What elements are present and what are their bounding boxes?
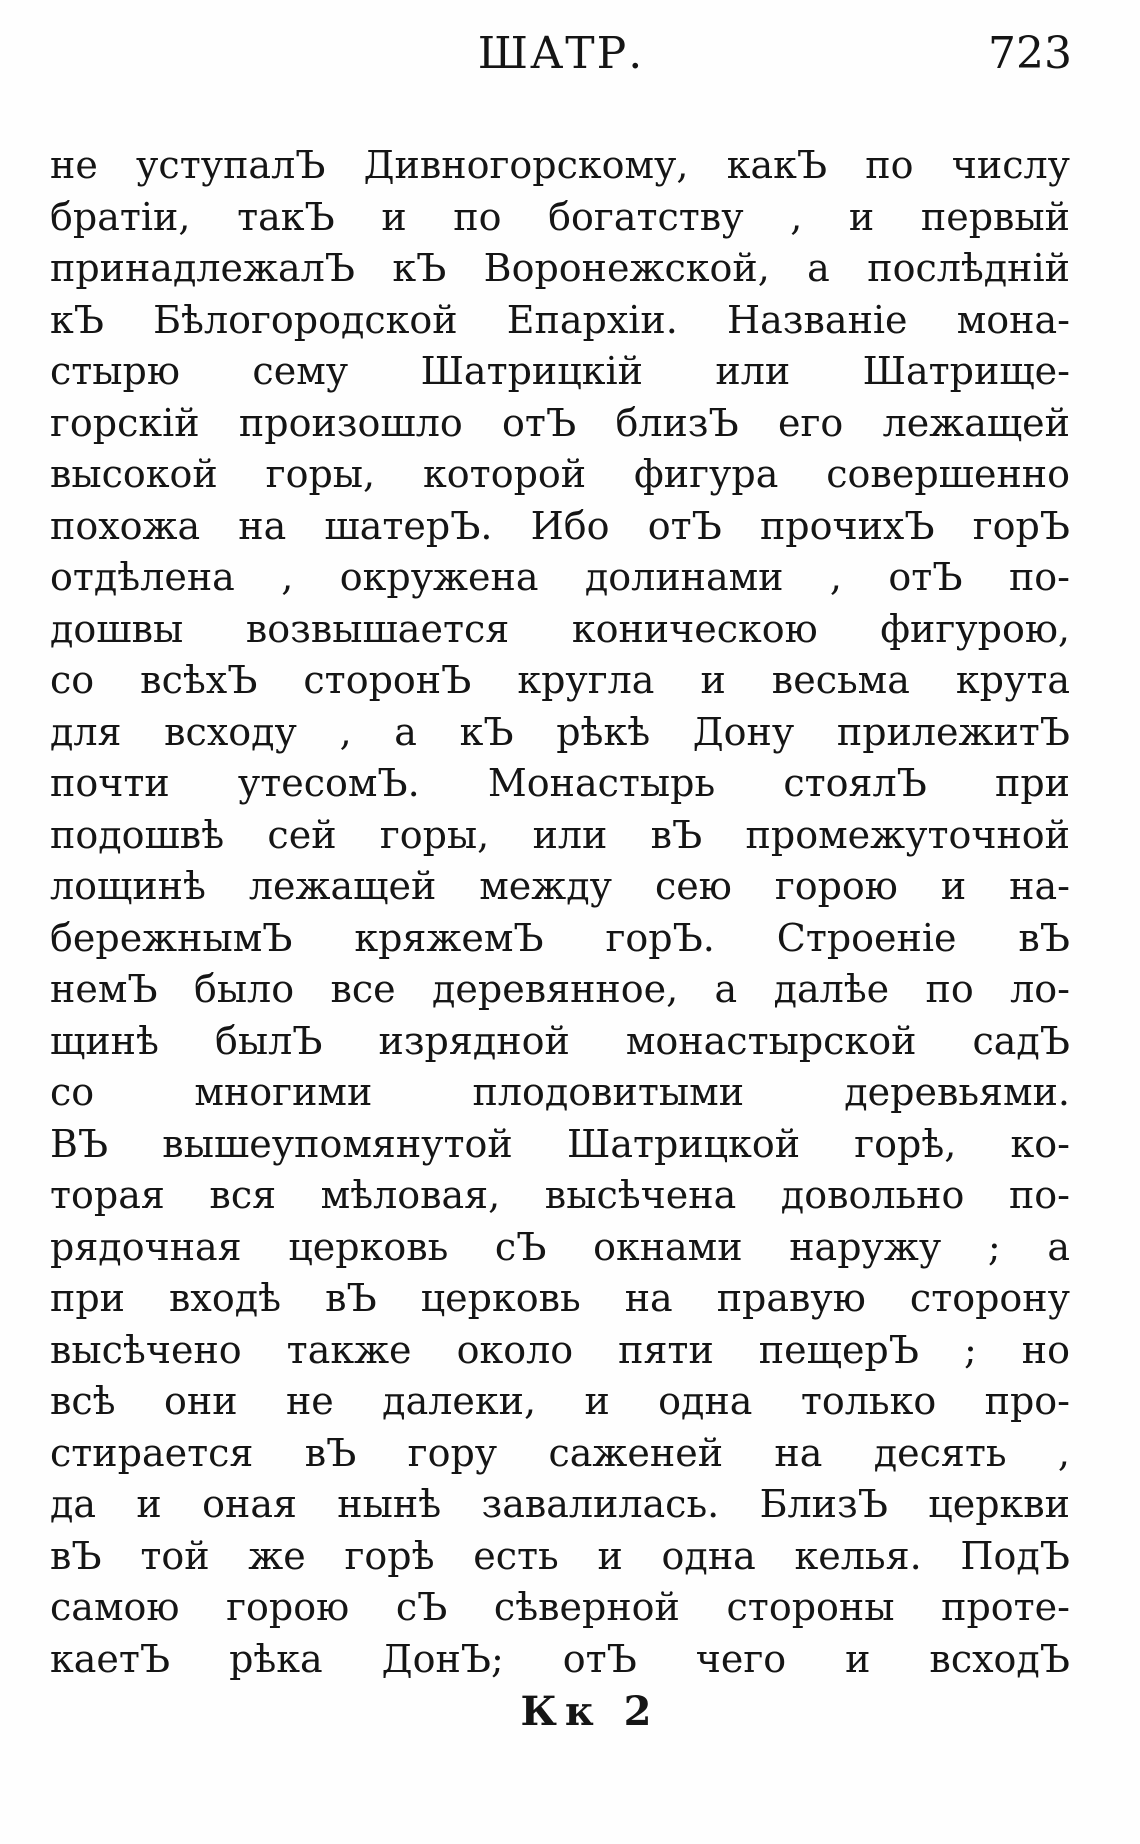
text-line: дошвы возвышается коническою фигурою, [50, 606, 1070, 651]
text-line: торая вся мѣловая, высѣчена довольно по- [50, 1173, 1070, 1217]
text-line: стырю сему Шатрицкій или Шатрище- [50, 349, 1070, 393]
text-line: почти утесомЪ. Монастырь стоялЪ при [50, 761, 1070, 805]
text-line: да и оная нынѣ завалилась. БлизЪ церкви [50, 1482, 1070, 1526]
text-line: кЪ Бѣлогородской Епархіи. Названіе мона- [50, 297, 1070, 342]
text-line: со многими плодовитыми деревьями. [50, 1070, 1070, 1114]
text-line: лощинѣ лежащей между сею горою и на- [50, 864, 1070, 908]
text-line: вЪ той же горѣ есть и одна келья. ПодЪ [50, 1533, 1070, 1578]
text-line: всѣ они не далеки, и одна только про- [50, 1379, 1070, 1423]
text-line: при входѣ вЪ церковь на правую сторону [50, 1276, 1070, 1320]
page-number: 723 [988, 28, 1072, 79]
text-line: подошвѣ сей горы, или вЪ промежуточной [50, 812, 1070, 857]
text-line: похожа на шатерЪ. Ибо отЪ прочихЪ горЪ [50, 503, 1070, 548]
text-line: не уступалЪ Дивногорскому, какЪ по числу [50, 143, 1070, 187]
text-line: рядочная церковь сЪ окнами наружу ; а [50, 1224, 1070, 1269]
text-line: каетЪ рѣка ДонЪ; отЪ чего и всходЪ [50, 1636, 1070, 1681]
text-line: щинѣ былЪ изрядной монастырской садЪ [50, 1018, 1070, 1063]
signature-mark: Кк 2 [520, 1688, 660, 1735]
text-line: ВЪ вышеупомянутой Шатрицкой горѣ, ко- [50, 1121, 1070, 1166]
text-line: самою горою сЪ сѣверной стороны проте- [50, 1585, 1070, 1629]
text-line: бережнымЪ кряжемЪ горЪ. Строеніе вЪ [50, 915, 1070, 960]
text-line: для всходу , а кЪ рѣкѣ Дону прилежитЪ [50, 709, 1070, 754]
text-line: высѣчено также около пяти пещерЪ ; но [50, 1327, 1070, 1372]
text-line: горскій произошло отЪ близЪ его лежащей [50, 400, 1070, 445]
text-line: стирается вЪ гору саженей на десять , [50, 1430, 1070, 1475]
page-header-title: ШАТР. [477, 28, 645, 79]
text-line: немЪ было все деревянное, а далѣе по ло- [50, 967, 1070, 1011]
body-text [50, 140, 1070, 1685]
text-line: братіи, такЪ и по богатству , и первый [50, 194, 1070, 239]
text-line: отдѣлена , окружена долинами , отЪ по- [50, 555, 1070, 599]
running-head [50, 28, 1072, 98]
text-line: принадлежалЪ кЪ Воронежской, а послѣдній [50, 246, 1070, 290]
text-line: со всѣхЪ сторонЪ кругла и весьма крута [50, 658, 1070, 702]
text-line: высокой горы, которой фигура совершенно [50, 452, 1070, 496]
